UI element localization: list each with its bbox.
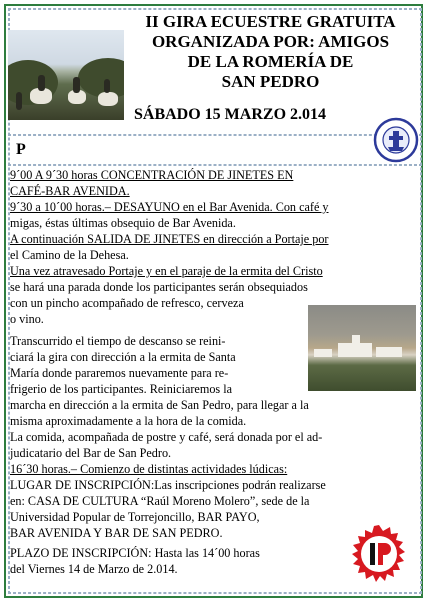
schedule-line: CAFÉ-BAR AVENIDA. bbox=[10, 184, 130, 198]
section-letter: P bbox=[16, 141, 26, 158]
riders-photo bbox=[8, 30, 124, 120]
schedule-line: La comida, acompañada de postre y café, será donada por el ad- bbox=[10, 430, 323, 444]
schedule-line: en: CASA DE CULTURA “Raúl Moreno Molero”, sede de la bbox=[10, 494, 310, 508]
event-date: SÁBADO 15 MARZO 2.014 bbox=[134, 106, 327, 123]
association-seal-logo bbox=[373, 117, 419, 163]
frame-guide bbox=[8, 164, 422, 166]
schedule-line: marcha en dirección a la ermita de San Pedro, para llegar a la bbox=[10, 398, 309, 412]
schedule-line: migas, éstas últimas obsequio de Bar Avenida. bbox=[10, 216, 236, 230]
frame-guide bbox=[8, 592, 422, 594]
schedule-line: Una vez atravesado Portaje y en el paraje de la ermita del Cristo bbox=[10, 264, 323, 278]
schedule-line: se hará una parada donde los participantes serán obsequiados bbox=[10, 280, 308, 294]
schedule-line: o vino. bbox=[10, 312, 44, 326]
schedule-line: 9´00 A 9´30 horas CONCENTRACIÓN DE JINETES EN bbox=[10, 168, 294, 182]
universidad-popular-logo bbox=[350, 525, 408, 583]
title-line: DE LA ROMERÍA DE bbox=[187, 52, 354, 71]
schedule-line: PLAZO DE INSCRIPCIÓN: Hasta las 14´00 horas bbox=[10, 546, 260, 560]
frame-guide bbox=[8, 8, 422, 10]
schedule-line: Universidad Popular de Torrejoncillo, BAR PAYO, bbox=[10, 510, 260, 524]
title-line: II GIRA ECUESTRE GRATUITA bbox=[145, 12, 396, 31]
schedule-line: judicatario del Bar de San Pedro. bbox=[10, 446, 172, 460]
schedule-line: con un pincho acompañado de refresco, cerveza bbox=[10, 296, 244, 310]
schedule-line: 16´30 horas.– Comienzo de distintas actividades lúdicas: bbox=[10, 462, 288, 476]
schedule-line: María donde pararemos nuevamente para re- bbox=[10, 366, 229, 380]
schedule-line: frigerio de los participantes. Reiniciaremos la bbox=[10, 382, 233, 396]
frame-guide bbox=[420, 8, 422, 594]
schedule-line: A continuación SALIDA DE JINETES en dirección a Portaje por bbox=[10, 232, 329, 246]
schedule-line: ciará la gira con dirección a la ermita de Santa bbox=[10, 350, 236, 364]
schedule-line: misma aproximadamente a la hora de la comida. bbox=[10, 414, 247, 428]
hermitage-photo bbox=[308, 305, 416, 391]
title-line: SAN PEDRO bbox=[221, 72, 320, 91]
event-title bbox=[128, 12, 413, 92]
schedule-line: del Viernes 14 de Marzo de 2.014. bbox=[10, 562, 178, 576]
frame-guide bbox=[8, 134, 422, 136]
schedule-line: el Camino de la Dehesa. bbox=[10, 248, 129, 262]
schedule-line: LUGAR DE INSCRIPCIÓN:Las inscripciones podrán realizarse bbox=[10, 478, 326, 492]
schedule-line: 9´30 a 10´00 horas.– DESAYUNO en el Bar Avenida. Con café y bbox=[10, 200, 329, 214]
schedule-line: BAR AVENIDA Y BAR DE SAN PEDRO. bbox=[10, 526, 223, 540]
schedule-line: Transcurrido el tiempo de descanso se reini- bbox=[10, 334, 226, 348]
title-line: ORGANIZADA POR: AMIGOS bbox=[151, 32, 390, 51]
